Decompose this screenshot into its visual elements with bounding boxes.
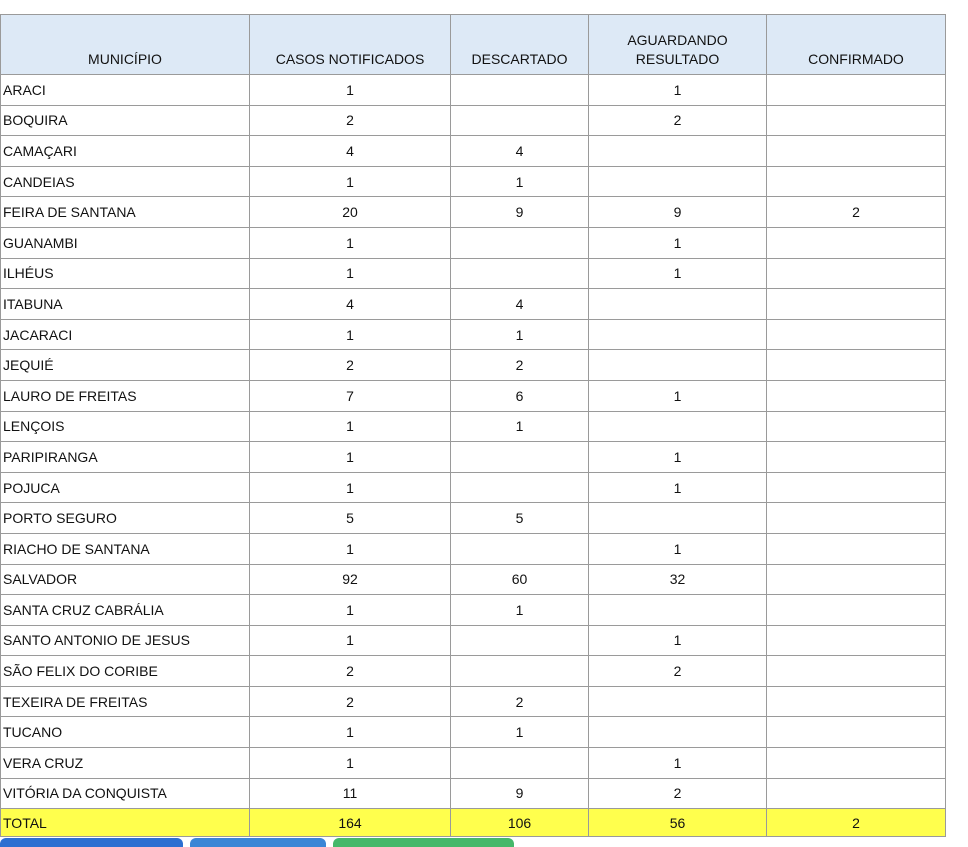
cell-casos-notificados: 1 bbox=[250, 533, 451, 564]
cell-municipio: VERA CRUZ bbox=[1, 748, 250, 779]
cell-confirmado bbox=[767, 778, 946, 809]
cell-municipio: CAMAÇARI bbox=[1, 136, 250, 167]
cell-descartado bbox=[451, 258, 589, 289]
total-aguardando: 56 bbox=[589, 809, 767, 837]
cell-descartado: 9 bbox=[451, 197, 589, 228]
table-row bbox=[1, 289, 946, 320]
cell-confirmado bbox=[767, 472, 946, 503]
cell-casos-notificados: 2 bbox=[250, 656, 451, 687]
cell-aguardando-resultado bbox=[589, 319, 767, 350]
total-row bbox=[1, 809, 946, 837]
cell-aguardando-resultado: 9 bbox=[589, 197, 767, 228]
cell-descartado: 4 bbox=[451, 136, 589, 167]
total-confirmado: 2 bbox=[767, 809, 946, 837]
cell-confirmado bbox=[767, 289, 946, 320]
table-row bbox=[1, 166, 946, 197]
header-aguardando-line2: RESULTADO bbox=[635, 51, 720, 67]
table-row bbox=[1, 625, 946, 656]
cell-confirmado bbox=[767, 717, 946, 748]
cell-municipio: JEQUIÉ bbox=[1, 350, 250, 381]
cell-aguardando-resultado: 1 bbox=[589, 472, 767, 503]
cell-municipio: SALVADOR bbox=[1, 564, 250, 595]
cell-aguardando-resultado bbox=[589, 411, 767, 442]
cell-municipio: PARIPIRANGA bbox=[1, 442, 250, 473]
cell-aguardando-resultado: 32 bbox=[589, 564, 767, 595]
cell-aguardando-resultado: 2 bbox=[589, 778, 767, 809]
cell-descartado bbox=[451, 625, 589, 656]
cell-confirmado bbox=[767, 411, 946, 442]
cell-descartado: 2 bbox=[451, 350, 589, 381]
cell-descartado bbox=[451, 656, 589, 687]
cell-descartado: 1 bbox=[451, 411, 589, 442]
table-row bbox=[1, 472, 946, 503]
table-row bbox=[1, 136, 946, 167]
table-row bbox=[1, 350, 946, 381]
cell-casos-notificados: 11 bbox=[250, 778, 451, 809]
table-row bbox=[1, 686, 946, 717]
cell-confirmado bbox=[767, 319, 946, 350]
cell-confirmado bbox=[767, 442, 946, 473]
table-row bbox=[1, 748, 946, 779]
cell-municipio: LENÇOIS bbox=[1, 411, 250, 442]
cell-municipio: ILHÉUS bbox=[1, 258, 250, 289]
cell-aguardando-resultado: 1 bbox=[589, 227, 767, 258]
table-row bbox=[1, 197, 946, 228]
table-row bbox=[1, 380, 946, 411]
cell-municipio: POJUCA bbox=[1, 472, 250, 503]
total-descartado: 106 bbox=[451, 809, 589, 837]
cell-aguardando-resultado bbox=[589, 595, 767, 626]
header-aguardando-resultado bbox=[589, 15, 767, 75]
cell-aguardando-resultado: 1 bbox=[589, 625, 767, 656]
cell-casos-notificados: 1 bbox=[250, 442, 451, 473]
header-casos-notificados: CASOS NOTIFICADOS bbox=[250, 15, 451, 75]
cell-descartado bbox=[451, 75, 589, 106]
cell-aguardando-resultado bbox=[589, 136, 767, 167]
cell-descartado bbox=[451, 442, 589, 473]
table-row bbox=[1, 778, 946, 809]
table-row bbox=[1, 564, 946, 595]
cell-casos-notificados: 1 bbox=[250, 411, 451, 442]
table-header bbox=[1, 15, 946, 75]
cell-confirmado bbox=[767, 105, 946, 136]
cell-confirmado bbox=[767, 533, 946, 564]
cell-municipio: VITÓRIA DA CONQUISTA bbox=[1, 778, 250, 809]
cell-confirmado bbox=[767, 350, 946, 381]
cell-confirmado bbox=[767, 656, 946, 687]
cell-casos-notificados: 2 bbox=[250, 105, 451, 136]
cell-casos-notificados: 92 bbox=[250, 564, 451, 595]
table-row bbox=[1, 717, 946, 748]
cell-descartado bbox=[451, 748, 589, 779]
cell-casos-notificados: 4 bbox=[250, 289, 451, 320]
cell-municipio: BOQUIRA bbox=[1, 105, 250, 136]
cell-aguardando-resultado bbox=[589, 503, 767, 534]
cell-confirmado bbox=[767, 625, 946, 656]
table-row bbox=[1, 227, 946, 258]
cell-confirmado bbox=[767, 136, 946, 167]
table-row bbox=[1, 533, 946, 564]
cell-aguardando-resultado bbox=[589, 166, 767, 197]
cell-confirmado: 2 bbox=[767, 197, 946, 228]
cell-aguardando-resultado bbox=[589, 717, 767, 748]
cell-casos-notificados: 5 bbox=[250, 503, 451, 534]
table-body bbox=[1, 75, 946, 809]
cell-aguardando-resultado: 2 bbox=[589, 656, 767, 687]
cell-casos-notificados: 2 bbox=[250, 350, 451, 381]
cell-descartado bbox=[451, 105, 589, 136]
cell-municipio: ARACI bbox=[1, 75, 250, 106]
cell-municipio: TUCANO bbox=[1, 717, 250, 748]
table-row bbox=[1, 319, 946, 350]
cell-descartado: 4 bbox=[451, 289, 589, 320]
cell-descartado: 1 bbox=[451, 595, 589, 626]
table-row bbox=[1, 411, 946, 442]
cell-confirmado bbox=[767, 75, 946, 106]
cell-aguardando-resultado bbox=[589, 289, 767, 320]
cell-casos-notificados: 1 bbox=[250, 717, 451, 748]
total-label: TOTAL bbox=[1, 809, 250, 837]
total-casos: 164 bbox=[250, 809, 451, 837]
cell-confirmado bbox=[767, 227, 946, 258]
cell-casos-notificados: 2 bbox=[250, 686, 451, 717]
cell-confirmado bbox=[767, 564, 946, 595]
header-aguardando-line1: AGUARDANDO bbox=[627, 32, 728, 48]
cell-casos-notificados: 1 bbox=[250, 166, 451, 197]
cell-descartado bbox=[451, 533, 589, 564]
cell-descartado: 1 bbox=[451, 166, 589, 197]
share-button-green[interactable] bbox=[333, 838, 514, 847]
cell-descartado: 9 bbox=[451, 778, 589, 809]
header-descartado: DESCARTADO bbox=[451, 15, 589, 75]
cell-municipio: TEXEIRA DE FREITAS bbox=[1, 686, 250, 717]
cell-municipio: CANDEIAS bbox=[1, 166, 250, 197]
cell-municipio: FEIRA DE SANTANA bbox=[1, 197, 250, 228]
cell-descartado: 6 bbox=[451, 380, 589, 411]
cell-descartado: 1 bbox=[451, 717, 589, 748]
header-confirmado: CONFIRMADO bbox=[767, 15, 946, 75]
cell-aguardando-resultado bbox=[589, 686, 767, 717]
cell-casos-notificados: 1 bbox=[250, 748, 451, 779]
cell-descartado: 60 bbox=[451, 564, 589, 595]
table-row bbox=[1, 75, 946, 106]
cases-table bbox=[0, 14, 946, 837]
cell-aguardando-resultado: 1 bbox=[589, 380, 767, 411]
cell-casos-notificados: 4 bbox=[250, 136, 451, 167]
share-button-light-blue[interactable] bbox=[190, 838, 326, 847]
table-row bbox=[1, 503, 946, 534]
cell-municipio: PORTO SEGURO bbox=[1, 503, 250, 534]
cell-casos-notificados: 7 bbox=[250, 380, 451, 411]
cell-descartado: 2 bbox=[451, 686, 589, 717]
cell-casos-notificados: 1 bbox=[250, 258, 451, 289]
table-row bbox=[1, 595, 946, 626]
cell-confirmado bbox=[767, 258, 946, 289]
cell-aguardando-resultado: 1 bbox=[589, 75, 767, 106]
cell-casos-notificados: 1 bbox=[250, 625, 451, 656]
cell-municipio: JACARACI bbox=[1, 319, 250, 350]
cell-casos-notificados: 1 bbox=[250, 595, 451, 626]
cell-confirmado bbox=[767, 166, 946, 197]
cell-municipio: SÃO FELIX DO CORIBE bbox=[1, 656, 250, 687]
cell-aguardando-resultado: 1 bbox=[589, 533, 767, 564]
cell-municipio: SANTA CRUZ CABRÁLIA bbox=[1, 595, 250, 626]
cell-confirmado bbox=[767, 748, 946, 779]
cell-casos-notificados: 1 bbox=[250, 319, 451, 350]
cell-confirmado bbox=[767, 595, 946, 626]
header-municipio: MUNICÍPIO bbox=[1, 15, 250, 75]
cell-casos-notificados: 20 bbox=[250, 197, 451, 228]
share-button-blue[interactable] bbox=[0, 838, 183, 847]
table-row bbox=[1, 258, 946, 289]
cell-confirmado bbox=[767, 380, 946, 411]
table-row bbox=[1, 656, 946, 687]
cell-aguardando-resultado: 1 bbox=[589, 442, 767, 473]
cell-casos-notificados: 1 bbox=[250, 75, 451, 106]
table-row bbox=[1, 105, 946, 136]
cell-confirmado bbox=[767, 686, 946, 717]
header-row bbox=[1, 15, 946, 75]
table-row bbox=[1, 442, 946, 473]
cell-municipio: SANTO ANTONIO DE JESUS bbox=[1, 625, 250, 656]
cell-aguardando-resultado: 2 bbox=[589, 105, 767, 136]
cell-municipio: LAURO DE FREITAS bbox=[1, 380, 250, 411]
cell-descartado bbox=[451, 227, 589, 258]
cell-aguardando-resultado: 1 bbox=[589, 748, 767, 779]
cell-descartado bbox=[451, 472, 589, 503]
cell-descartado: 1 bbox=[451, 319, 589, 350]
cell-aguardando-resultado bbox=[589, 350, 767, 381]
cell-aguardando-resultado: 1 bbox=[589, 258, 767, 289]
cell-municipio: RIACHO DE SANTANA bbox=[1, 533, 250, 564]
cell-descartado: 5 bbox=[451, 503, 589, 534]
cell-confirmado bbox=[767, 503, 946, 534]
cell-municipio: GUANAMBI bbox=[1, 227, 250, 258]
table-footer bbox=[1, 809, 946, 837]
cell-casos-notificados: 1 bbox=[250, 227, 451, 258]
cell-casos-notificados: 1 bbox=[250, 472, 451, 503]
cell-municipio: ITABUNA bbox=[1, 289, 250, 320]
